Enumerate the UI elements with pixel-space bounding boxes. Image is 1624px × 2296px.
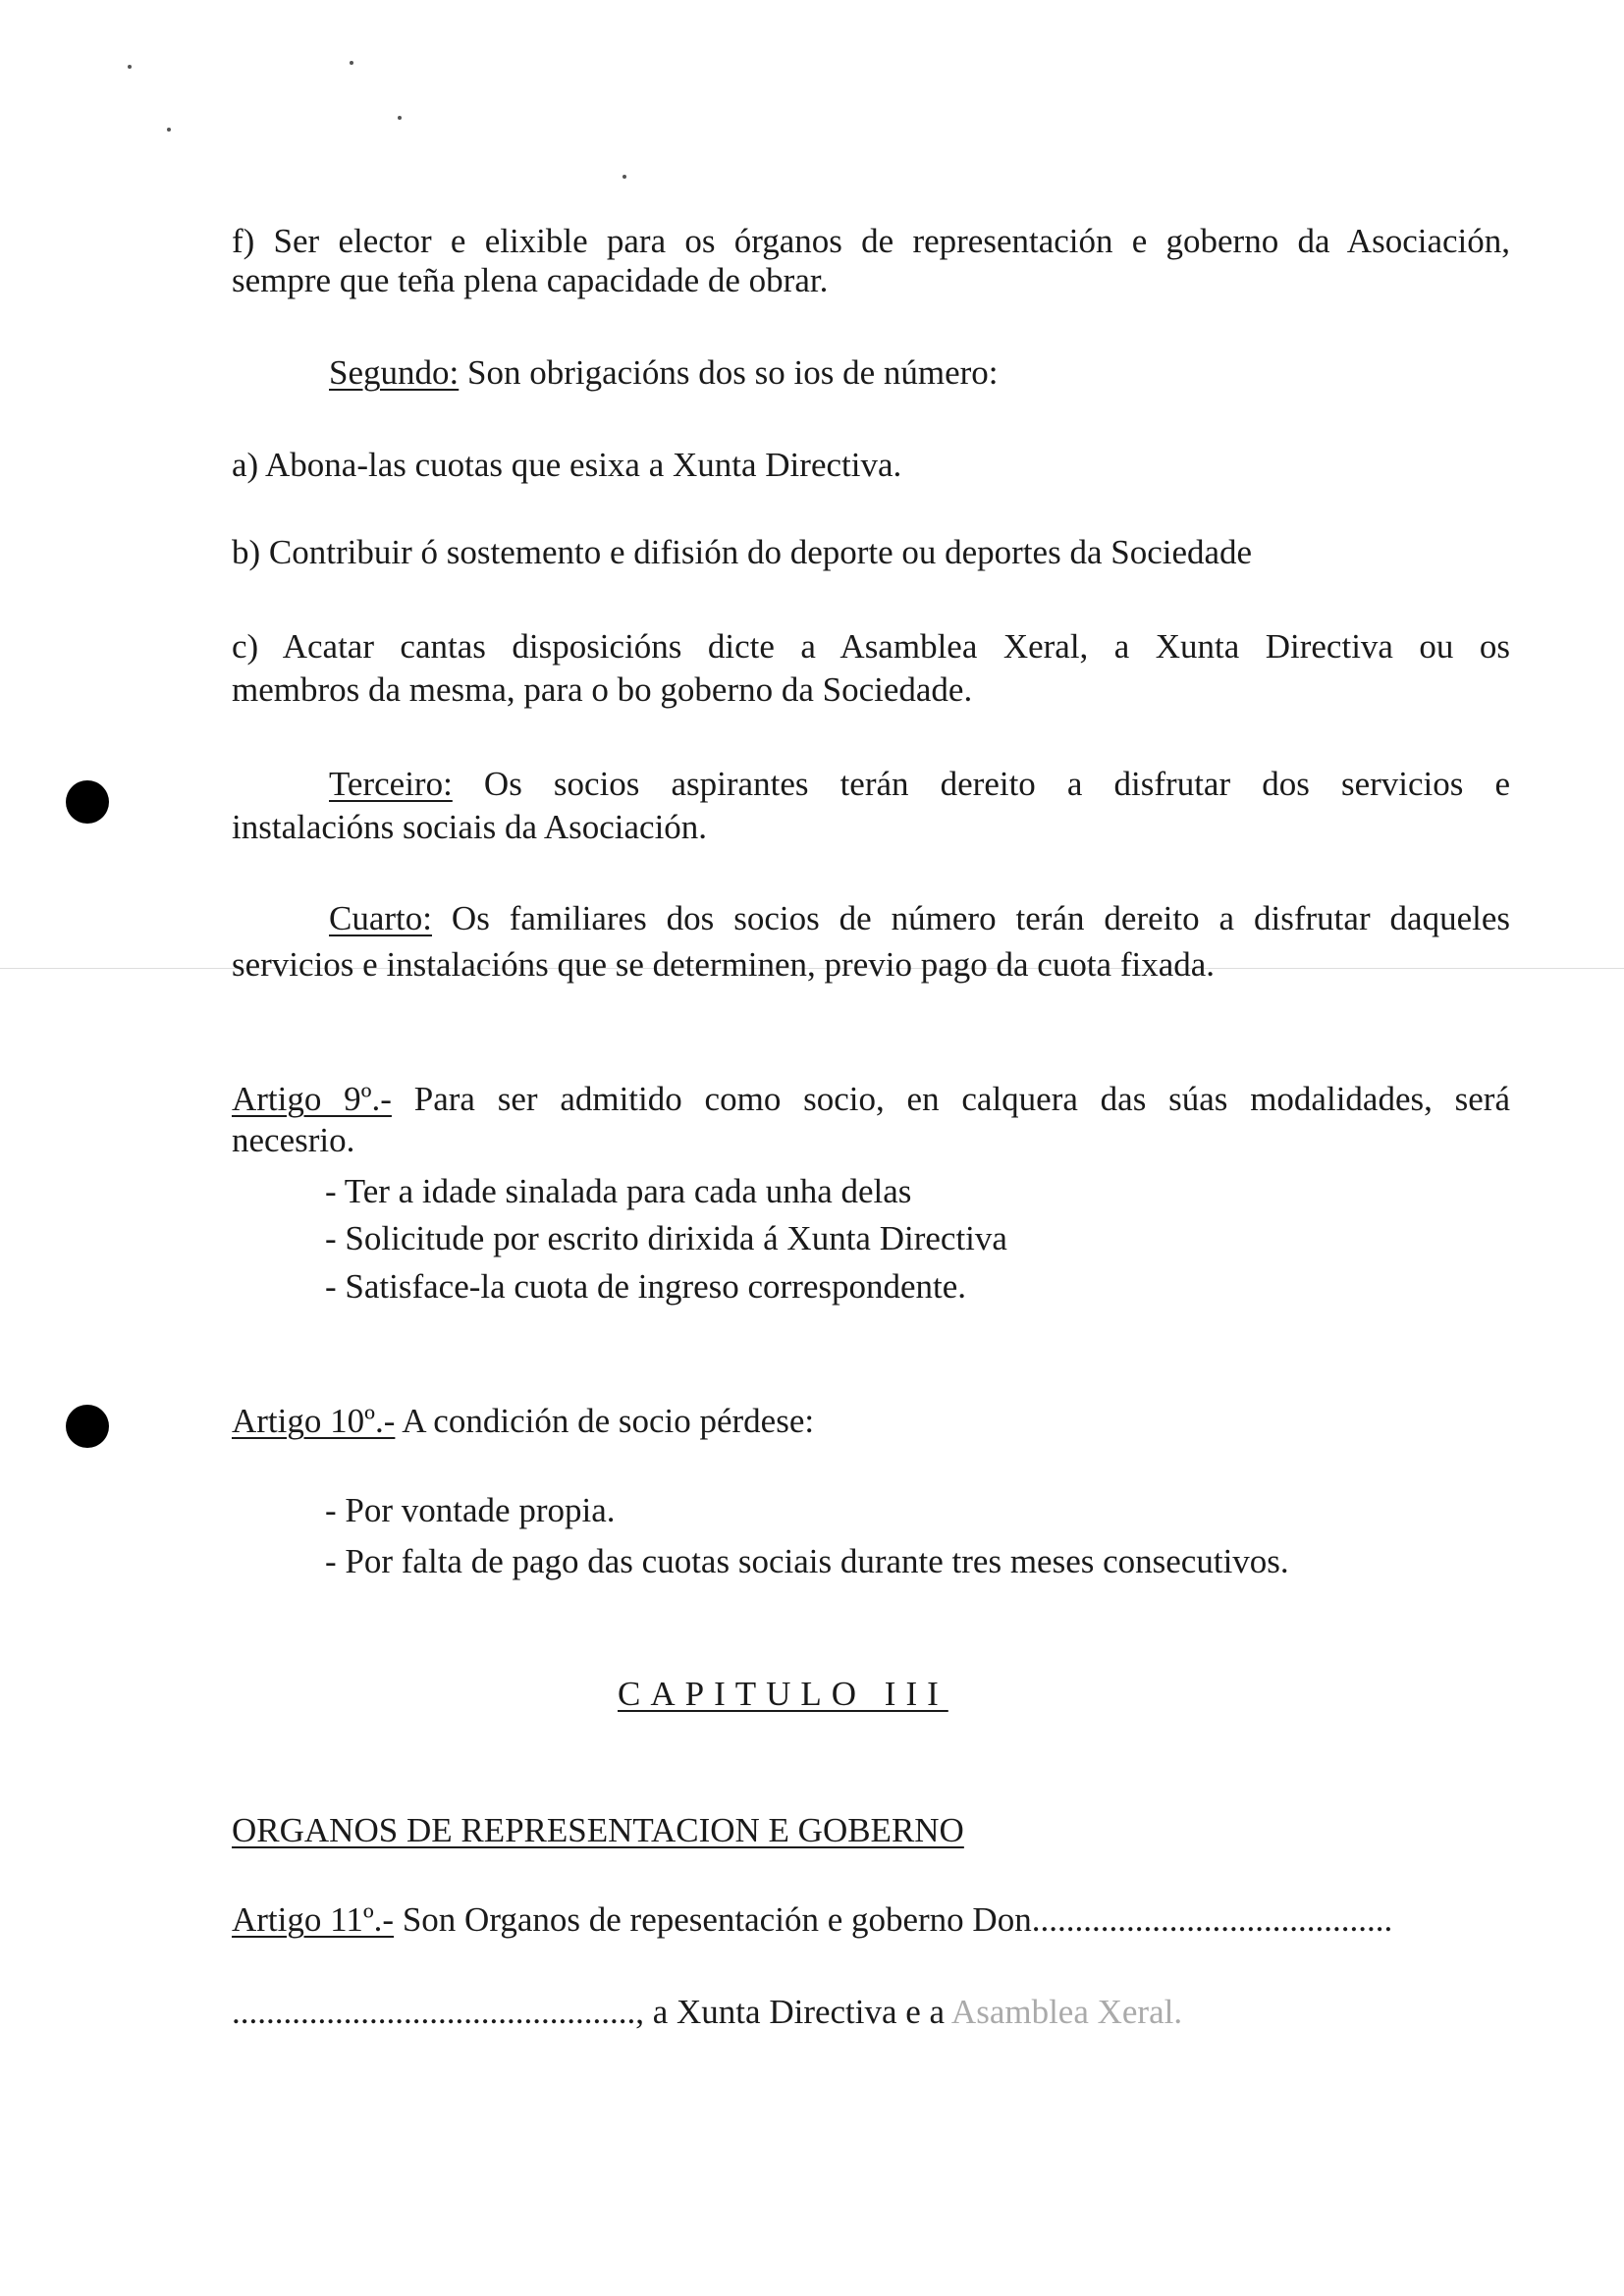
item-c-line2: membros da mesma, para o bo goberno da Sociedade. [232,670,973,709]
artigo10-label: Artigo 10º.- [232,1402,396,1440]
item-a: a) Abona-las cuotas que esixa a Xunta Directiva. [232,446,902,484]
segundo-paragraph [329,351,999,395]
artigo10-text: A condición de socio pérdese: [395,1402,815,1440]
artigo11-dots: ..............................................., a Xunta Directiva e a [232,1993,951,2031]
scan-speck [623,175,626,179]
terceiro-paragraph [329,763,1510,806]
list-item: - Ter a idade sinalada para cada unha delas [325,1172,912,1210]
cuarto-line2: servicios e instalacións que se determinen, previo pago da cuota fixada. [232,945,1216,984]
item-b: b) Contribuir ó sostemento e difisión do deporte ou deportes da Sociedade [232,533,1253,571]
chapter-title: CAPITULO III [618,1675,948,1713]
scan-speck [350,61,353,65]
terceiro-text: Os socios aspirantes terán dereito a disfrutar dos servicios e [452,765,1510,803]
section-heading [232,1809,964,1852]
artigo9-label: Artigo 9º.- [232,1080,392,1118]
artigo11-label: Artigo 11º.- [232,1900,395,1939]
cuarto-paragraph [329,897,1510,940]
paragraph-f-line1: f) Ser elector e elixible para os órganos de representación e goberno da Asociación, [232,222,1510,260]
cuarto-label: Cuarto: [329,899,432,937]
list-item: - Satisface-la cuota de ingreso correspondente. [325,1267,967,1306]
segundo-text: Son obrigacións dos so ios de número: [459,353,999,392]
terceiro-line2: instalacións sociais da Asociación. [232,808,708,846]
section-title: ORGANOS DE REPRESENTACION E GOBERNO [232,1811,964,1849]
punch-hole [66,1405,109,1448]
artigo9-line2: necesrio. [232,1121,355,1159]
item-c-line1: c) Acatar cantas disposicións dicte a Asamblea Xeral, a Xunta Directiva ou os [232,627,1510,666]
artigo9-paragraph [232,1078,1510,1121]
segundo-label: Segundo: [329,353,460,392]
artigo10-paragraph [232,1400,814,1443]
list-item: - Por vontade propia. [325,1491,616,1529]
scan-speck [167,128,171,132]
artigo11-text: Son Organos de repesentación e goberno Don.......................................... [394,1900,1393,1939]
list-item: - Solicitude por escrito dirixida á Xunta Directiva [325,1219,1007,1257]
artigo11-line2 [232,1991,1182,2034]
paragraph-f-line2: sempre que teña plena capacidade de obrar. [232,261,829,299]
scan-speck [398,116,402,120]
artigo11-paragraph [232,1898,1392,1942]
punch-hole [66,780,109,824]
terceiro-label: Terceiro: [329,765,453,803]
list-item: - Por falta de pago das cuotas sociais durante tres meses consecutivos. [325,1542,1289,1580]
artigo9-text: Para ser admitido como socio, en calquera das súas modalidades, será [391,1080,1510,1118]
cuarto-text: Os familiares dos socios de número terán dereito a disfrutar daqueles [431,899,1510,937]
artigo11-faded-text: Asamblea Xeral. [950,1993,1183,2031]
chapter-heading [618,1675,948,1714]
scan-speck [128,65,132,69]
